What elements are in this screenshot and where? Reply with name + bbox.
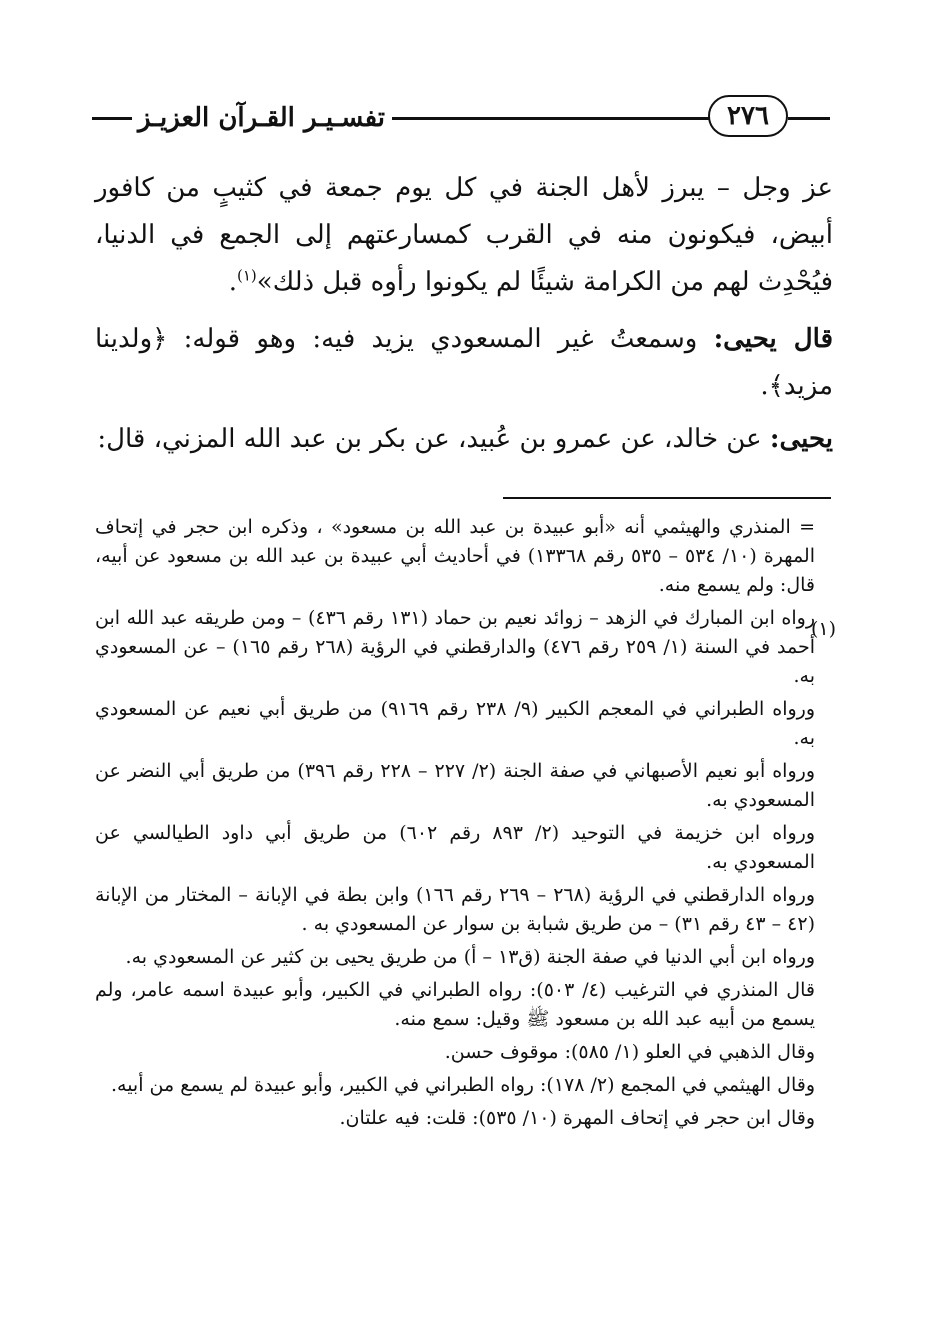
- footnote-line: ورواه ابن خزيمة في التوحيد (٢/ ٨٩٣ رقم ٦٠٢) من طريق أبي داود الطيالسي عن المسعودي به.: [95, 822, 815, 873]
- footnote-line: وقال الهيثمي في المجمع (٢/ ١٧٨): رواه الطبراني في الكبير، وأبو عبيدة لم يسمع من أبيه.: [110, 1074, 815, 1096]
- header-rule-left: [92, 117, 132, 120]
- footnote-continuation: = المنذري والهيثمي أنه «أبو عبيدة بن عبد الله بن مسعود» ، وذكره ابن حجر في إتحاف المهرة (١٠/ ٥٣٤ – ٥٣٥ رقم ١٣٣٦٨) في أحاديث أبي عبيدة بن عبد الله بن مسعود عن أبيه، قال: ولم يسمع منه.: [95, 516, 815, 596]
- footnote-line: ورواه ابن أبي الدنيا في صفة الجنة (ق١٣ – أ) من طريق يحيى بن كثير عن المسعودي به.: [125, 946, 815, 968]
- footnotes: [95, 513, 815, 1137]
- paragraph-3: [95, 416, 833, 463]
- header-rule-tail: [788, 117, 830, 120]
- footnote-marker: (١): [810, 618, 836, 640]
- footnote-separator: [503, 497, 831, 499]
- paragraph-2-label: قال يحيى:: [713, 324, 833, 354]
- footnote-line: قال المنذري في الترغيب (٤/ ٥٠٣): رواه الطبراني في الكبير، وأبو عبيدة اسمه عامر، ولم يسمع من أبيه عبد الله بن مسعود ﷺ وقيل: سمع منه.: [95, 979, 815, 1030]
- paragraph-1-text: عز وجل – يبرز لأهل الجنة في كل يوم جمعة في كثيبٍ من كافور أبيض، فيكونون منه في القرب كمسارعتهم إلى الجمع في الدنيا، فيُحْدِث لهم من الكرامة شيئًا لم يكونوا رأوه قبل ذلك»: [95, 173, 833, 297]
- header-rule-right: [392, 117, 710, 120]
- running-title: تفسـيـر القـرآن العزيـز: [138, 103, 385, 133]
- footnote-line: وقال الذهبي في العلو (١/ ٥٨٥): موقوف حسن.: [444, 1041, 815, 1063]
- main-text: [95, 165, 833, 473]
- page-number: ٢٧٦: [708, 95, 788, 137]
- paragraph-3-label: يحيى:: [769, 424, 833, 454]
- footnote-line: رواه ابن المبارك في الزهد – زوائد نعيم بن حماد (١٣١ رقم ٤٣٦) – ومن طريقه عبد الله ابن أحمد في السنة (١/ ٢٥٩ رقم ٤٧٦) والدارقطني في الرؤية (٢٦٨ رقم ١٦٥) – عن المسعودي به.: [95, 607, 816, 687]
- footnote-ref: (١): [237, 266, 257, 285]
- footnote-line: ورواه الدارقطني في الرؤية (٢٦٨ – ٢٦٩ رقم ١٦٦) وابن بطة في الإبانة – المختار من الإبانة (٤٢ – ٤٣ رقم ٣١) – من طريق شبابة بن سوار عن المسعودي به .: [95, 884, 815, 935]
- footnote-line: ورواه أبو نعيم الأصبهاني في صفة الجنة (٢/ ٢٢٧ – ٢٢٨ رقم ٣٩٦) من طريق أبي النضر عن المسعودي به.: [95, 760, 815, 811]
- paragraph-1: [95, 165, 833, 306]
- paragraph-1-end: .: [228, 267, 237, 297]
- footnote-line: ورواه الطبراني في المعجم الكبير (٩/ ٢٣٨ رقم ٩١٦٩) من طريق أبي نعيم عن المسعودي به.: [95, 698, 816, 749]
- footnote-line: وقال ابن حجر في إتحاف المهرة (١٠/ ٥٣٥): قلت: فيه علتان.: [339, 1107, 815, 1129]
- paragraph-3-text: عن خالد، عن عمرو بن عُبيد، عن بكر بن عبد الله المزني، قال:: [97, 424, 762, 454]
- paragraph-2-text: وسمعتُ غير المسعودي يزيد فيه: وهو قوله: ﴿ولدينا مزيد﴾.: [95, 324, 833, 401]
- paragraph-2: [95, 316, 833, 410]
